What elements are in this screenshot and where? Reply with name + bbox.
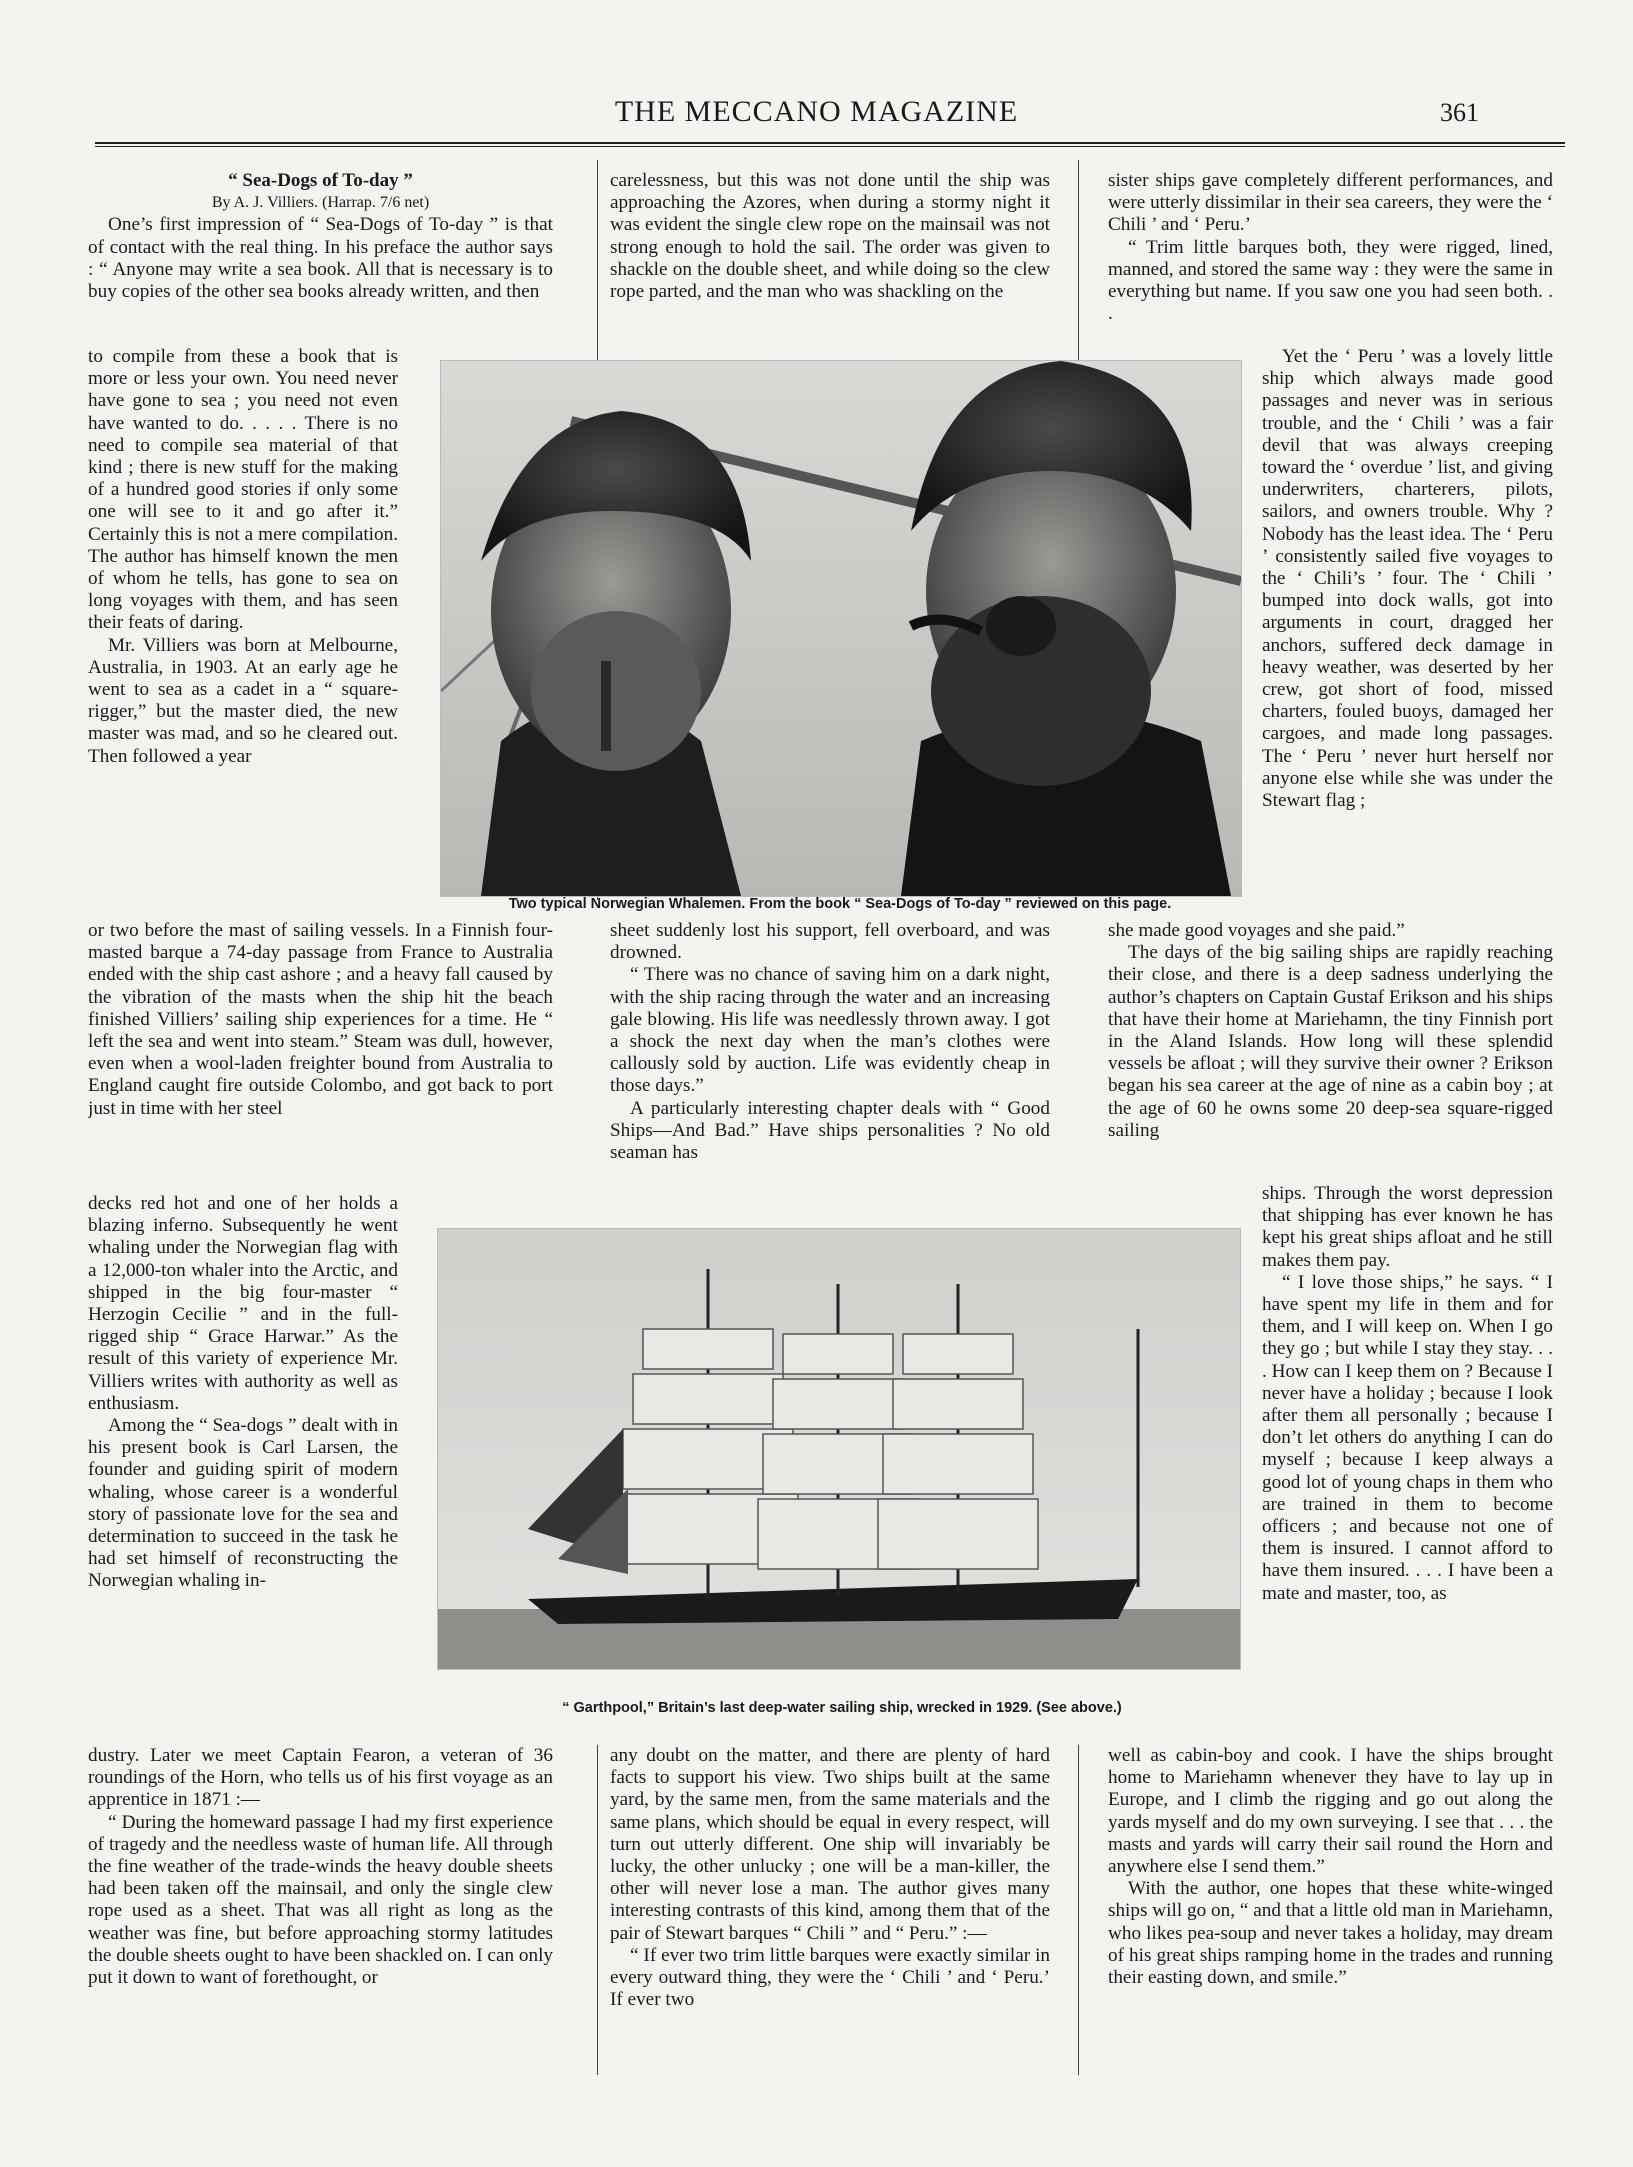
paragraph: One’s first impression of “ Sea-Dogs of To-day ” is that of contact with the real thing. In his preface the author says : “ Anyone may write a sea book. All that is necessary is to buy copies of the other sea books already written, and then	[88, 214, 553, 303]
garthpool-caption: “ Garthpool,” Britain’s last deep-water sailing ship, wrecked in 1929. (See above.)	[562, 1700, 1122, 1716]
paragraph: With the author, one hopes that these white-winged ships will go on, “ and that a little old man in Mariehamn, who likes pea-soup and never takes a holiday, may dream of his great ships ramping home in the trades and running their easting down, and smile.”	[1108, 1878, 1553, 1989]
column-1-bottom	[88, 1745, 553, 2085]
paragraph: Among the “ Sea-dogs ” dealt with in his present book is Carl Larsen, the founder and guiding spirit of modern whaling, whose career is a wonderful story of passionate love for the sea and determination to succeed in the task he had set himself of reconstructing the Norwegian whaling in-	[88, 1415, 398, 1592]
column-3-top	[1108, 170, 1553, 348]
paragraph: Yet the ‘ Peru ’ was a lovely little ship which always made good passages and never was in serious trouble, and the ‘ Chili ’ was a fair devil that was always creeping toward the ‘ overdue ’ list, and giving underwriters, charterers, pilots, sailors, and owners trouble. Why ? Nobody has the least idea. The ‘ Peru ’ consistently sailed five voyages to the ‘ Chili’s ’ four. The ‘ Chili ’ bumped into dock walls, got into arguments in court, dragged her anchors, suffered deck damage in heavy weather, was deserted by her crew, got short of food, missed charters, fouled buoys, damaged her cargoes, and made long passages. The ‘ Peru ’ never hurt herself nor anyone else while she was under the Stewart flag ;	[1262, 346, 1553, 812]
whalemen-photo	[440, 360, 1242, 897]
paragraph: decks red hot and one of her holds a blazing inferno. Subsequently he went whaling under the Norwegian flag with a 12,000-ton whaler into the Arctic, and shipped in the big four-master “ Herzogin Cecilie ” and in the full-rigged ship “ Grace Harwar.” As the result of this variety of experience Mr. Villiers writes with authority as well as enthusiasm.	[88, 1193, 398, 1414]
paragraph: or two before the mast of sailing vessels. In a Finnish four-masted barque a 74-day passage from France to Australia ended with the ship cast ashore ; and a heavy fall caused by the vibration of the masts when the ship hit the beach finished Villiers’ sailing ship experiences for a time. He “ left the sea and went into steam.” Steam was dull, however, even when a wool-laden freighter bound from Australia to England caught fire outside Colombo, and got back to port just in time with her steel	[88, 920, 553, 1119]
paragraph: “ During the homeward passage I had my first experience of tragedy and the needless waste of human life. All through the fine weather of the trade-winds the heavy double sheets had been taken off the mainsail, and only the single clew rope used as a sheet. That was all right as long as the weather was fine, but before approaching stormy latitudes the double sheets ought to have been shackled on. I can only put it down to want of forethought, or	[88, 1811, 553, 1989]
paragraph: ships. Through the worst depression that shipping has ever known he has kept his great ships afloat and he still makes them pay.	[1262, 1183, 1553, 1271]
header-rule-thin	[95, 146, 1565, 147]
column-1-top	[88, 170, 553, 345]
column-3-bottom	[1108, 1745, 1553, 2085]
column-2-top	[610, 170, 1050, 348]
paragraph: Mr. Villiers was born at Melbourne, Australia, in 1903. At an early age he went to sea as a cadet in a “ square-rigger,” but the master died, the new master was mad, and so he cleared out. Then followed a year	[88, 634, 398, 767]
column-3-narrow	[1262, 346, 1553, 918]
paragraph: she made good voyages and she paid.”	[1108, 920, 1405, 941]
garthpool-ship-illustration	[438, 1229, 1240, 1669]
column-1-narrow	[88, 346, 398, 918]
column-2-bottom	[610, 1745, 1050, 2085]
header-rule	[95, 142, 1565, 144]
page-number: 361	[1440, 98, 1479, 127]
paragraph: well as cabin-boy and cook. I have the ships brought home to Mariehamn whenever they have to lay up in Europe, and I climb the rigging and go out along the yards myself and do my own surveying. I see that . . . the masts and yards will carry their sail round the Horn and anywhere else I send them.”	[1108, 1745, 1553, 1878]
column-1-mid	[88, 920, 553, 1190]
column-3-mid	[1108, 920, 1553, 1182]
paragraph: The days of the big sailing ships are rapidly reaching their close, and there is a deep sadness underlying the author’s chapters on Captain Gustaf Erikson and his ships that have their home at Mariehamn, the tiny Finnish port in the Aland Islands. How long will these splendid vessels be afloat ; will they survive their owner ? Erikson began his sea career at the age of nine as a cabin boy ; at the age of 60 he owns some 20 deep-sea square-rigged sailing	[1108, 942, 1553, 1141]
paragraph: any doubt on the matter, and there are plenty of hard facts to support his view. Two ships built at the same yard, by the same men, from the same materials and the same plans, which should be equal in every respect, will turn out utterly different. One ship will invariably be lucky, the other unlucky ; one will be a man-killer, the other will never lose a man. The author gives many interesting contrasts of this kind, among them that of the pair of Stewart barques “ Chili ” and “ Peru.” :—	[610, 1745, 1050, 1944]
column-2-mid	[610, 920, 1050, 1195]
column-3-narrow-2	[1262, 1183, 1553, 1743]
paragraph: to compile from these a book that is more or less your own. You need never have gone to sea ; you need not even have wanted to do. . . . . There is no need to compile sea material of that kind ; there is new stuff for the making of a hundred good stories if only some one will see to it and go after it.” Certainly this is not a mere compilation. The author has himself known the men of whom he tells, has gone to sea on long voyages with them, and has seen their feats of daring.	[88, 346, 398, 634]
paragraph: “ I love those ships,” he says. “ I have spent my life in them and for them, and I will keep on. When I go they go ; but while I stay they stay. . . . How can I keep them on ? Because I never have a holiday ; because I look after them all personally ; because I don’t let others do anything I can do myself ; because I keep always a good lot of young chaps in them who are trained in them to become officers ; and because not one of them is insured. I cannot afford to have them insured. . . . I have been a mate and master, too, as	[1262, 1271, 1553, 1604]
column-divider-2-bottom	[1078, 1745, 1079, 2075]
column-divider-2-top	[1078, 160, 1079, 360]
article-title: “ Sea-Dogs of To-day ”	[228, 170, 413, 191]
whalemen-caption: Two typical Norwegian Whalemen. From the book “ Sea-Dogs of To-day ” reviewed on this page.	[508, 896, 1172, 912]
page-header-title: THE MECCANO MAGAZINE	[614, 95, 1019, 128]
paragraph: dustry. Later we meet Captain Fearon, a veteran of 36 roundings of the Horn, who tells us of his first voyage as an apprentice in 1871 :—	[88, 1745, 553, 1811]
paragraph: sheet suddenly lost his support, fell overboard, and was drowned.	[610, 920, 1050, 964]
paragraph: carelessness, but this was not done until the ship was approaching the Azores, when during a stormy night it was evident the single clew rope on the mainsail was not strong enough to hold the sail. The order was given to shackle on the double sheet, and while doing so the clew rope parted, and the man who was shackling on the	[610, 170, 1050, 303]
whalemen-photo-illustration	[441, 361, 1241, 896]
paragraph: “ Trim little barques both, they were rigged, lined, manned, and stored the same way : they were the same in everything but name. If you saw one you had seen both. . .	[1108, 236, 1553, 325]
paragraph: “ If ever two trim little barques were exactly similar in every outward thing, they were the ‘ Chili ’ and ‘ Peru.’ If ever two	[610, 1944, 1050, 2011]
column-divider-1-bottom	[597, 1745, 598, 2075]
paragraph: A particularly interesting chapter deals with “ Good Ships—And Bad.” Have ships personalities ? No old seaman has	[610, 1097, 1050, 1164]
paragraph: “ There was no chance of saving him on a dark night, with the ship racing through the water and an increasing gale blowing. His life was needlessly thrown away. I got a shock the next day when the man’s clothes were callously sold by auction. Life was evidently cheap in those days.”	[610, 964, 1050, 1097]
garthpool-ship-photo	[437, 1228, 1241, 1670]
paragraph: sister ships gave completely different performances, and were utterly dissimilar in their sea careers, they were the ‘ Chili ’ and ‘ Peru.’	[1108, 170, 1553, 236]
article-byline: By A. J. Villiers. (Harrap. 7/6 net)	[211, 194, 430, 212]
column-1-narrow-2	[88, 1193, 398, 1743]
